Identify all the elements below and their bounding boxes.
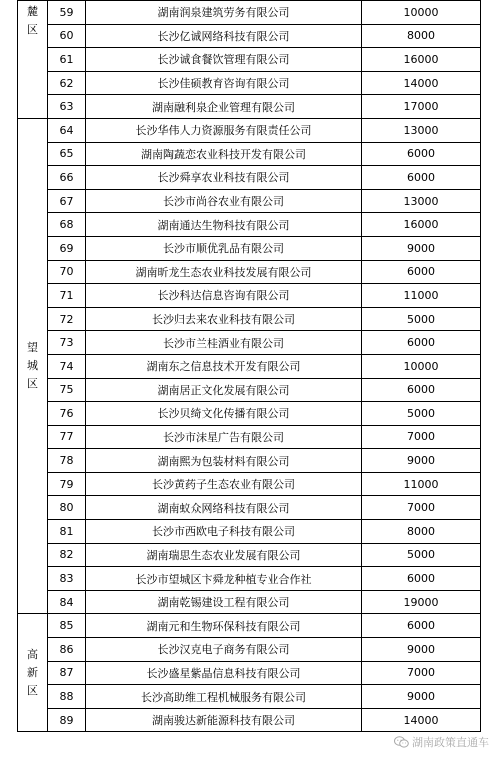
district-char: 新 [27,665,38,679]
subsidy-amount: 5000 [362,307,481,331]
table-row [18,284,481,308]
table-row [18,472,481,496]
subsidy-amount: 6000 [362,567,481,591]
row-number: 89 [48,708,86,732]
subsidy-amount: 5000 [362,402,481,426]
row-number: 60 [48,24,86,48]
row-number: 63 [48,95,86,119]
table-row [18,24,481,48]
row-number: 71 [48,284,86,308]
subsidy-amount: 11000 [362,472,481,496]
subsidy-amount: 16000 [362,48,481,72]
table-row [18,1,481,25]
table-row [18,95,481,119]
subsidy-amount: 9000 [362,685,481,709]
company-name: 长沙科达信息咨询有限公司 [86,284,362,308]
district-char: 高 [27,647,38,661]
district-cell [18,614,48,732]
table-row [18,567,481,591]
district-char: 望 [27,341,38,355]
district-char: 麓 [27,5,38,18]
subsidy-amount: 6000 [362,378,481,402]
company-name: 湖南居正文化发展有限公司 [86,378,362,402]
table-row [18,260,481,284]
table-row [18,614,481,638]
row-number: 75 [48,378,86,402]
company-name: 湖南乾锡建设工程有限公司 [86,590,362,614]
subsidy-table [17,0,481,732]
row-number: 59 [48,1,86,25]
company-name: 长沙亿诚网络科技有限公司 [86,24,362,48]
subsidy-amount: 9000 [362,449,481,473]
company-name: 湖南东之信息技术开发有限公司 [86,354,362,378]
subsidy-amount: 11000 [362,284,481,308]
row-number: 74 [48,354,86,378]
subsidy-amount: 7000 [362,496,481,520]
row-number: 79 [48,472,86,496]
table-row [18,166,481,190]
row-number: 85 [48,614,86,638]
table-row [18,543,481,567]
district-char: 区 [27,23,38,36]
table-row [18,638,481,662]
company-name: 湖南昕龙生态农业科技发展有限公司 [86,260,362,284]
table-row [18,590,481,614]
company-name: 湖南元和生物环保科技有限公司 [86,614,362,638]
row-number: 65 [48,142,86,166]
table-body [18,1,481,732]
subsidy-amount: 10000 [362,1,481,25]
row-number: 72 [48,307,86,331]
subsidy-amount: 6000 [362,166,481,190]
subsidy-amount: 7000 [362,661,481,685]
company-name: 长沙贝绮文化传播有限公司 [86,402,362,426]
company-name: 长沙华伟人力资源服务有限责任公司 [86,118,362,142]
table-row [18,71,481,95]
subsidy-amount: 6000 [362,614,481,638]
subsidy-amount: 19000 [362,590,481,614]
subsidy-amount: 9000 [362,638,481,662]
row-number: 80 [48,496,86,520]
company-name: 长沙汉克电子商务有限公司 [86,638,362,662]
table-row [18,213,481,237]
watermark-text: 湖南政策直通车 [412,736,489,749]
row-number: 83 [48,567,86,591]
company-name: 长沙市望城区卞舜龙种植专业合作社 [86,567,362,591]
company-name: 湖南瑞思生态农业发展有限公司 [86,543,362,567]
subsidy-amount: 13000 [362,189,481,213]
table-row [18,708,481,732]
company-name: 长沙市西欧电子科技有限公司 [86,520,362,544]
row-number: 73 [48,331,86,355]
watermark [394,734,489,750]
company-name: 湖南润泉建筑劳务有限公司 [86,1,362,25]
table-row [18,661,481,685]
subsidy-amount: 6000 [362,331,481,355]
row-number: 62 [48,71,86,95]
company-name: 湖南骏达新能源科技有限公司 [86,708,362,732]
subsidy-amount: 10000 [362,354,481,378]
company-name: 湖南熙为包装材料有限公司 [86,449,362,473]
district-char: 区 [27,377,38,391]
row-number: 88 [48,685,86,709]
row-number: 68 [48,213,86,237]
district-char: 区 [27,683,38,697]
table-row [18,685,481,709]
row-number: 70 [48,260,86,284]
subsidy-amount: 8000 [362,24,481,48]
row-number: 66 [48,166,86,190]
table-row [18,354,481,378]
subsidy-amount: 8000 [362,520,481,544]
table-row [18,496,481,520]
table-row [18,118,481,142]
row-number: 76 [48,402,86,426]
company-name: 长沙黄药子生态农业有限公司 [86,472,362,496]
row-number: 82 [48,543,86,567]
table-row [18,189,481,213]
table-row [18,449,481,473]
district-cell [18,118,48,613]
company-name: 湖南通达生物科技有限公司 [86,213,362,237]
company-name: 长沙市沫星广告有限公司 [86,425,362,449]
district-cell [18,1,48,119]
company-name: 长沙诚食餐饮管理有限公司 [86,48,362,72]
row-number: 69 [48,236,86,260]
row-number: 84 [48,590,86,614]
row-number: 67 [48,189,86,213]
subsidy-amount: 16000 [362,213,481,237]
row-number: 78 [48,449,86,473]
company-name: 湖南蚁众网络科技有限公司 [86,496,362,520]
company-name: 长沙市顺优乳品有限公司 [86,236,362,260]
company-name: 长沙佳硕教育咨询有限公司 [86,71,362,95]
row-number: 64 [48,118,86,142]
subsidy-amount: 13000 [362,118,481,142]
row-number: 81 [48,520,86,544]
table-row [18,142,481,166]
table-row [18,236,481,260]
table-row [18,378,481,402]
table-row [18,520,481,544]
row-number: 86 [48,638,86,662]
subsidy-amount: 6000 [362,260,481,284]
company-name: 长沙舜享农业科技有限公司 [86,166,362,190]
table-row [18,425,481,449]
row-number: 87 [48,661,86,685]
company-name: 长沙归去来农业科技有限公司 [86,307,362,331]
subsidy-amount: 17000 [362,95,481,119]
table-row [18,307,481,331]
company-name: 湖南融利泉企业管理有限公司 [86,95,362,119]
row-number: 61 [48,48,86,72]
subsidy-amount: 6000 [362,142,481,166]
company-name: 湖南陶蔬恋农业科技开发有限公司 [86,142,362,166]
company-name: 长沙市兰桂酒业有限公司 [86,331,362,355]
subsidy-amount: 5000 [362,543,481,567]
subsidy-amount: 7000 [362,425,481,449]
company-name: 长沙高助维工程机械服务有限公司 [86,685,362,709]
subsidy-amount: 9000 [362,236,481,260]
table-row [18,48,481,72]
district-char: 城 [27,359,38,373]
table-row [18,402,481,426]
wechat-icon [394,736,409,748]
company-name: 长沙盛星紫晶信息科技有限公司 [86,661,362,685]
row-number: 77 [48,425,86,449]
company-name: 长沙市尚谷农业有限公司 [86,189,362,213]
subsidy-amount: 14000 [362,708,481,732]
table-row [18,331,481,355]
subsidy-amount: 14000 [362,71,481,95]
